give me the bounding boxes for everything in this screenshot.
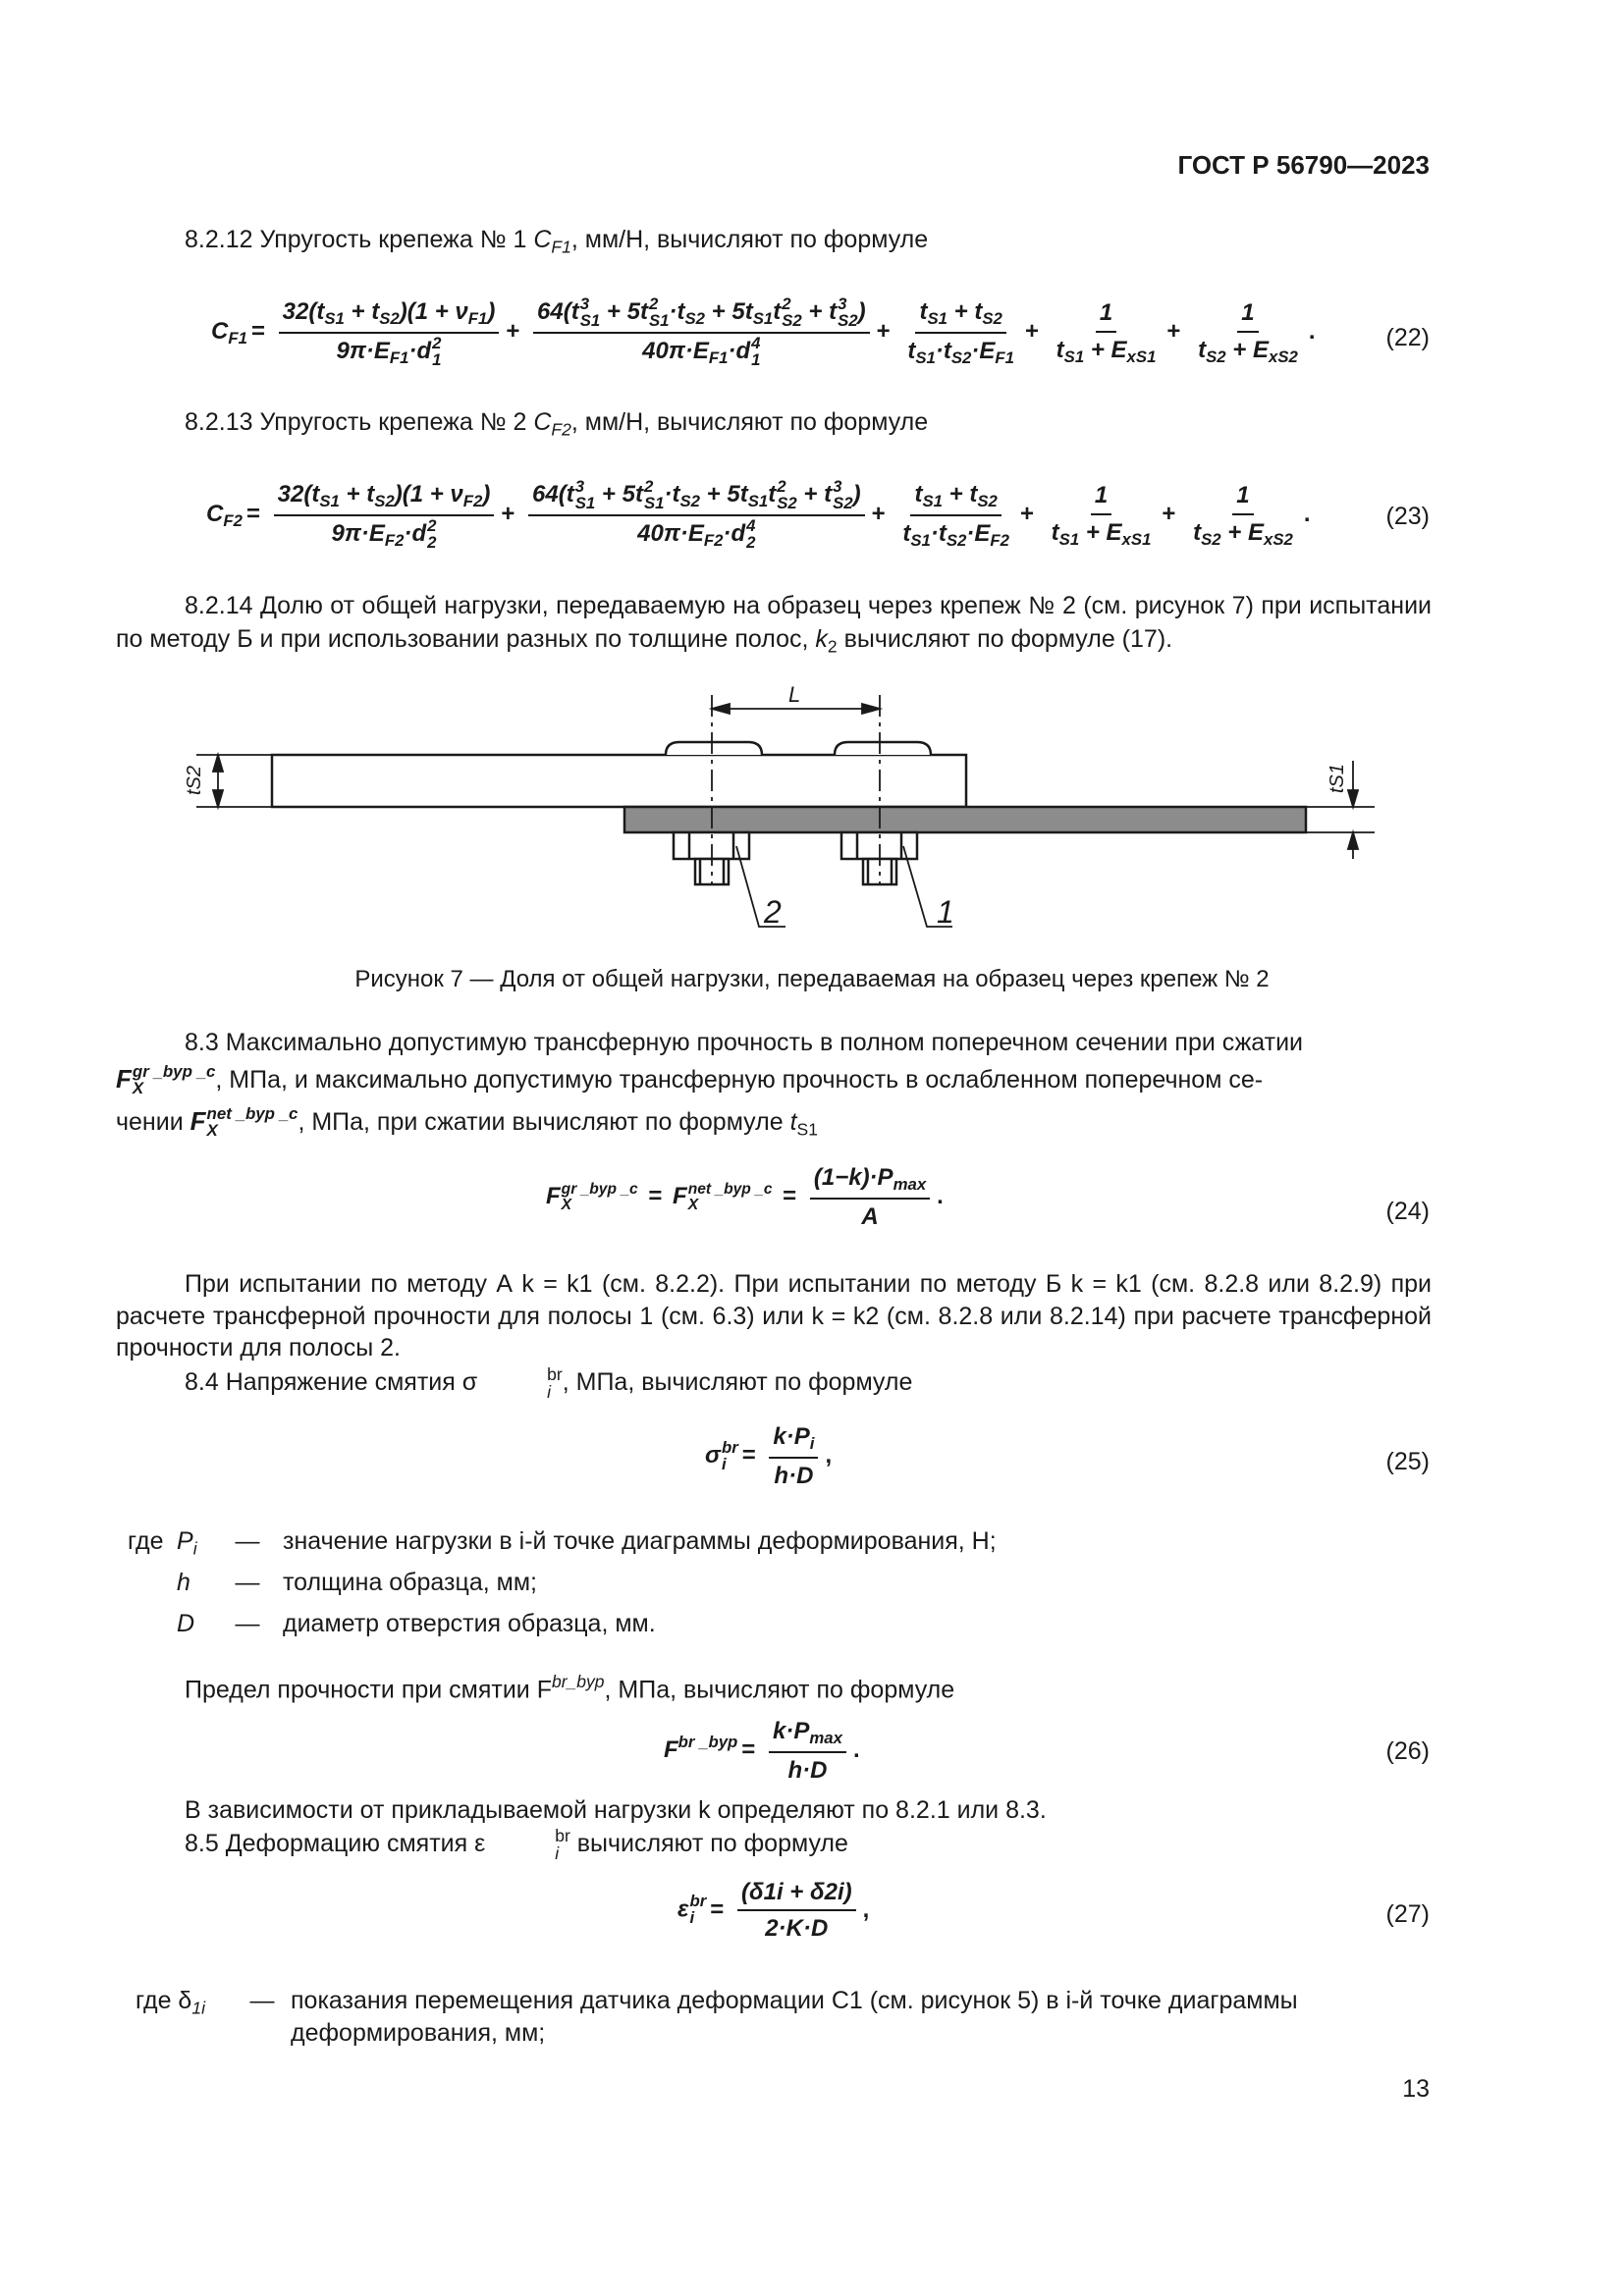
para-text-suffix: вычисляют по формуле xyxy=(569,1830,848,1858)
formula-lhs: $C_{F1}$ xyxy=(211,318,247,348)
definition-row: h — толщина образца, мм; xyxy=(128,1567,997,1608)
formula-term-1: $32(t_{S1} + t_{S2})(1 + \nu_{F2})$ $9\pi\cdot E_{F2}\cdot d$ 2 2 xyxy=(274,479,495,552)
para-text: , МПа, при сжатии вычисляют по формуле xyxy=(298,1108,790,1136)
symbol-c: C xyxy=(533,226,552,253)
formula-lhs: $C_{F2}$ xyxy=(206,501,243,531)
para-text: 8.2.12 Упругость крепежа № 1 xyxy=(185,226,534,253)
paragraph-methods: При испытании по методу А k = k1 (см. 8.2.2). При испытании по методу Б k = k1 (см. 8.2.8 или 8.2.9) при расчете трансферной прочности для полосы 1 (см. 6.3) или k = k2 (см. 8.2.8 или 8.2.14) при расчете трансферной прочности для полосы 2. xyxy=(116,1270,1432,1362)
dim-label-L: L xyxy=(788,682,801,707)
callout-1: 1 xyxy=(937,894,954,930)
symbol-sup: br_byp xyxy=(552,1672,605,1691)
formula-number-26: (26) xyxy=(1385,1737,1430,1765)
para-text: 8.2.13 Упругость крепежа № 2 xyxy=(185,408,534,436)
formula-term-5: $\frac{1}{t_{S2} + E_{xS2}}$ xyxy=(1193,482,1293,549)
para-text: 8.5 Деформацию смятия ε xyxy=(185,1830,486,1858)
paragraph-8-3-line1: 8.3 Максимально допустимую трансферную прочность в полном поперечном сечении при сжатии xyxy=(185,1029,1304,1056)
bottom-plate xyxy=(624,807,1306,832)
definition-text: значение нагрузки в i-й точке диаграммы деформирования, Н; xyxy=(283,1527,997,1555)
definition-text: диаметр отверстия образца, мм. xyxy=(283,1610,656,1637)
definition-text: показания перемещения датчика деформации С1 (см. рисунок 5) в i-й точке диаграммы деформирования, мм; xyxy=(291,1987,1298,2047)
formula-25-fraction: $\frac{k\cdot P_i}{h\cdot D}$ xyxy=(769,1421,818,1491)
symbol-sub: S1 xyxy=(796,1119,818,1140)
symbol-t: t xyxy=(789,1108,797,1136)
figure-7-caption: Рисунок 7 — Доля от общей нагрузки, передаваемая на образец через крепеж № 2 xyxy=(354,966,1270,992)
para-text: чении xyxy=(116,1108,190,1136)
formula-23: $C_{F2}$ = $32(t_{S1} + t_{S2})(1 + \nu_{F2})$ $9\pi\cdot E_{F2}\cdot d$ 2 2 + 64(t 3 S1 + 5t 2 S1 $\cdot t_{S2} + 5t_{S1}t$ 2 S2 + t 3 S2 ) $40\pi\cdot E_{F2}\cdot d$ 4 2 + $\frac{t_{S1} + t_{S2}}{t_{S1}\cdot t_{S2}\cdot E_{F2}}$ + $\frac{1}{t_{S1} + E_{xS1}}$ + $\frac{1}{t_{S2} + E_{xS2}}$ . xyxy=(206,477,1311,552)
paragraph-limit xyxy=(116,1671,1432,1706)
definitions-27 xyxy=(135,1985,1432,2049)
formula-number-27: (27) xyxy=(1385,1900,1430,1928)
definition-row: где $P_i$ — значение нагрузки в i-й точке диаграммы деформирования, Н; xyxy=(128,1525,997,1567)
definition-row: D — диаметр отверстия образца, мм. xyxy=(128,1608,997,1649)
formula-27-fraction: $\frac{(\delta 1i + \delta 2i)}{2\cdot K\cdot D}$ xyxy=(737,1877,856,1944)
definition-row: где $\delta_{1i}$ — показания перемещения датчика деформации С1 (см. рисунок 5) в i-й точке диаграммы деформирования, мм; xyxy=(135,1985,1432,2049)
para-text: Предел прочности при смятии F xyxy=(185,1676,552,1704)
top-plate xyxy=(272,755,966,807)
paragraph-8-2-14 xyxy=(116,589,1432,659)
para-text-suffix: , МПа, вычисляют по формуле xyxy=(604,1676,955,1704)
paragraph-8-4: 8.4 Напряжение смятия σ br i , МПа, вычисляют по формуле xyxy=(185,1364,913,1402)
bolt-head-1 xyxy=(835,742,931,755)
formula-term-5: $\frac{1}{t_{S2} + E_{xS2}}$ xyxy=(1198,299,1298,366)
para-text: 8.4 Напряжение смятия σ xyxy=(185,1368,478,1397)
definitions-25 xyxy=(128,1525,997,1649)
formula-term-4: $\frac{1}{t_{S1} + E_{xS1}}$ xyxy=(1056,299,1157,366)
formula-22: $C_{F1}$ = $32(t_{S1} + t_{S2})(1 + \nu_{F1})$ $9\pi\cdot E_{F1}\cdot d$ 2 1 + 64(t 3 S1 + 5t 2 S1 $\cdot t_{S2} + 5t_{S1}t$ 2 S2 + t 3 S2 ) $40\pi\cdot E_{F1}\cdot d$ 4 1 + $\frac{t_{S1} + t_{S2}}{t_{S1}\cdot t_{S2}\cdot E_{F1}}$ + $\frac{1}{t_{S1} + E_{xS1}}$ + $\frac{1}{t_{S2} + E_{xS2}}$ . xyxy=(211,294,1316,369)
symbol-sub: F1 xyxy=(551,237,571,257)
bolt-head-2 xyxy=(666,742,762,755)
formula-24-fraction: $\frac{(1-k)\cdot P_{max}}{A}$ xyxy=(810,1162,930,1232)
symbol-f-gr: F gr _byp _c X xyxy=(116,1062,216,1098)
formula-27: ε br i = $\frac{(\delta 1i + \delta 2i)}{2\cdot K\cdot D}$ , xyxy=(677,1877,873,1944)
formula-26: $F^{br \_byp}$ = $\frac{k\cdot P_{max}}{h\cdot D}$ . xyxy=(664,1716,864,1786)
formula-term-3: $\frac{t_{S1} + t_{S2}}{t_{S1}\cdot t_{S2}\cdot E_{F1}}$ xyxy=(907,298,1014,368)
paragraph-8-3-line2 xyxy=(116,1063,1432,1097)
paragraph-dependence: В зависимости от прикладываемой нагрузки k определяют по 8.2.1 или 8.3. xyxy=(185,1796,1047,1824)
symbol-f-net: F net _byp _c X xyxy=(189,1104,298,1141)
dim-label-ts2: tS2 xyxy=(184,765,205,795)
formula-term-2: 64(t 3 S1 + 5t 2 S1 $\cdot t_{S2} + 5t_{S1}t$ 2 S2 + t 3 S2 ) $40\pi\cdot E_{F1}\cdot d$ 4 1 xyxy=(533,296,870,369)
symbol-c: C xyxy=(533,408,552,436)
where-label: где xyxy=(128,1527,164,1555)
para-text: , МПа, и максимально допустимую трансферную прочность в ослабленном поперечном се- xyxy=(215,1066,1264,1094)
dim-label-ts1: tS1 xyxy=(1326,763,1348,793)
callout-2: 2 xyxy=(764,894,782,930)
para-text-suffix: , мм/Н, вычисляют по формуле xyxy=(570,408,929,436)
paragraph-8-5: 8.5 Деформацию смятия ε br i вычисляют по формуле xyxy=(185,1826,848,1863)
formula-number-22: (22) xyxy=(1385,324,1430,351)
para-text-suffix: вычисляют по формуле (17). xyxy=(837,625,1173,653)
formula-term-1: $32(t_{S1} + t_{S2})(1 + \nu_{F1})$ $9\pi\cdot E_{F1}\cdot d$ 2 1 xyxy=(279,296,500,369)
para-text-suffix: , МПа, вычисляют по формуле xyxy=(562,1368,913,1397)
paragraph-8-3-line3 xyxy=(116,1105,1432,1141)
para-text: 8.2.14 Долю от общей нагрузки, передаваемую на образец через крепеж № 2 (см. рисунок 7) при испытании по методу Б и при использовании разных по толщине полос, xyxy=(116,592,1432,653)
symbol-k: k xyxy=(815,625,828,653)
formula-24: F gr _byp _c X = F net _byp _c X = $\frac{(1-k)\cdot P_{max}}{A}$ . xyxy=(546,1162,947,1232)
formula-term-3: $\frac{t_{S1} + t_{S2}}{t_{S1}\cdot t_{S2}\cdot E_{F2}}$ xyxy=(902,481,1009,551)
formula-term-4: $\frac{1}{t_{S1} + E_{xS1}}$ xyxy=(1051,482,1152,549)
formula-number-25: (25) xyxy=(1385,1448,1430,1475)
paragraph-8-2-13 xyxy=(116,406,1432,441)
para-text-suffix: , мм/Н, вычисляют по формуле xyxy=(570,226,929,253)
definition-text: толщина образца, мм; xyxy=(283,1569,537,1596)
document-header: ГОСТ Р 56790—2023 xyxy=(1177,150,1430,180)
symbol-sub: 2 xyxy=(827,636,838,657)
formula-term-2: 64(t 3 S1 + 5t 2 S1 $\cdot t_{S2} + 5t_{S1}t$ 2 S2 + t 3 S2 ) $40\pi\cdot E_{F2}\cdot d$ 4 2 xyxy=(528,479,865,552)
figure-7-diagram xyxy=(0,667,1624,952)
paragraph-8-2-12 xyxy=(116,224,1432,258)
formula-number-23: (23) xyxy=(1385,503,1430,530)
symbol-sub: F2 xyxy=(551,419,571,440)
formula-number-24: (24) xyxy=(1385,1198,1430,1225)
page-number: 13 xyxy=(1402,2075,1430,2103)
formula-26-fraction: $\frac{k\cdot P_{max}}{h\cdot D}$ xyxy=(769,1716,846,1786)
formula-25: σ br i = $\frac{k\cdot P_i}{h\cdot D}$ , xyxy=(705,1421,836,1491)
